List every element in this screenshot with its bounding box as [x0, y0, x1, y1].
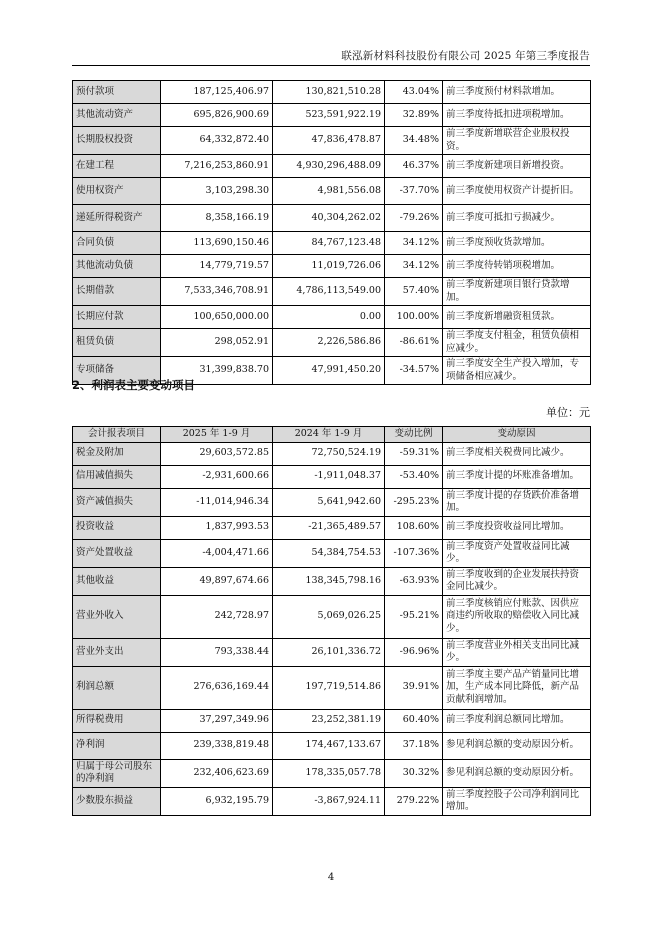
change-reason-cell: 前三季度营业外相关支出同比减少。 [443, 638, 591, 666]
change-ratio-cell: -63.93% [385, 567, 443, 595]
header-item: 会计报表项目 [73, 427, 161, 443]
change-reason-cell: 参见利润总额的变动原因分析。 [443, 732, 591, 759]
change-ratio-cell: 39.91% [385, 666, 443, 709]
change-ratio-cell: -79.26% [385, 205, 443, 232]
table-row [73, 516, 591, 539]
change-reason-cell: 前三季度预收货款增加。 [443, 232, 591, 255]
item-cell: 营业外支出 [73, 638, 161, 666]
change-reason-cell: 前三季度预付材料款增加。 [443, 81, 591, 104]
change-reason-cell: 前三季度新建项目新增投资。 [443, 155, 591, 178]
current-value-cell: 187,125,406.97 [161, 81, 273, 104]
current-value-cell: 232,406,623.69 [161, 759, 273, 787]
header-current-period: 2025 年 1-9 月 [161, 427, 273, 443]
table-row [73, 465, 591, 488]
item-cell: 归属于母公司股东的净利润 [73, 759, 161, 787]
current-value-cell: 64,332,872.40 [161, 127, 273, 155]
item-cell: 投资收益 [73, 516, 161, 539]
current-value-cell: 14,779,719.57 [161, 255, 273, 278]
change-ratio-cell: -86.61% [385, 329, 443, 357]
item-cell: 税金及附加 [73, 442, 161, 465]
item-cell: 少数股东损益 [73, 787, 161, 815]
change-reason-cell: 前三季度投资收益同比增加。 [443, 516, 591, 539]
change-ratio-cell: 108.60% [385, 516, 443, 539]
change-ratio-cell: 34.12% [385, 232, 443, 255]
table-row [73, 255, 591, 278]
item-cell: 资产减值损失 [73, 488, 161, 516]
item-cell: 其他收益 [73, 567, 161, 595]
change-reason-cell: 前三季度计提的坏账准备增加。 [443, 465, 591, 488]
current-value-cell: 695,826,900.69 [161, 104, 273, 127]
table-row [73, 709, 591, 732]
item-cell: 净利润 [73, 732, 161, 759]
current-value-cell: -4,004,471.66 [161, 539, 273, 567]
item-cell: 递延所得税资产 [73, 205, 161, 232]
change-ratio-cell: 46.37% [385, 155, 443, 178]
current-value-cell: 100,650,000.00 [161, 306, 273, 329]
previous-value-cell: 4,981,556.08 [273, 178, 385, 205]
item-cell: 租赁负债 [73, 329, 161, 357]
change-reason-cell: 前三季度相关税费同比减少。 [443, 442, 591, 465]
table-row [73, 205, 591, 232]
previous-value-cell: 4,786,113,549.00 [273, 278, 385, 306]
current-value-cell: -2,931,600.66 [161, 465, 273, 488]
previous-value-cell: 26,101,336.72 [273, 638, 385, 666]
header-change-reason: 变动原因 [443, 427, 591, 443]
table-row [73, 539, 591, 567]
table-row [73, 278, 591, 306]
change-reason-cell: 参见利润总额的变动原因分析。 [443, 759, 591, 787]
change-reason-cell: 前三季度待抵扣进项税增加。 [443, 104, 591, 127]
previous-value-cell: 5,641,942.60 [273, 488, 385, 516]
current-value-cell: 6,932,195.79 [161, 787, 273, 815]
change-ratio-cell: 30.32% [385, 759, 443, 787]
previous-value-cell: 197,719,514.86 [273, 666, 385, 709]
table-row [73, 638, 591, 666]
previous-value-cell: 2,226,586.86 [273, 329, 385, 357]
page-number: 4 [327, 872, 335, 883]
change-ratio-cell: -53.40% [385, 465, 443, 488]
change-ratio-cell: 37.18% [385, 732, 443, 759]
change-reason-cell: 前三季度核销应付账款、因供应商违约所收取的赔偿收入同比减少。 [443, 595, 591, 638]
current-value-cell: 276,636,169.44 [161, 666, 273, 709]
table-row [73, 567, 591, 595]
current-value-cell: 7,533,346,708.91 [161, 278, 273, 306]
change-ratio-cell: -96.96% [385, 638, 443, 666]
current-value-cell: 298,052.91 [161, 329, 273, 357]
item-cell: 利润总额 [73, 666, 161, 709]
change-reason-cell: 前三季度新增联营企业股权投资。 [443, 127, 591, 155]
previous-value-cell: 84,767,123.48 [273, 232, 385, 255]
previous-value-cell: -3,867,924.11 [273, 787, 385, 815]
change-reason-cell: 前三季度计提的存货跌价准备增加。 [443, 488, 591, 516]
item-cell: 长期应付款 [73, 306, 161, 329]
table-row [73, 329, 591, 357]
item-cell: 长期借款 [73, 278, 161, 306]
item-cell: 在建工程 [73, 155, 161, 178]
item-cell: 预付款项 [73, 81, 161, 104]
item-cell: 所得税费用 [73, 709, 161, 732]
change-ratio-cell: 279.22% [385, 787, 443, 815]
previous-value-cell: 130,821,510.28 [273, 81, 385, 104]
unit-label: 单位：元 [546, 406, 590, 419]
change-reason-cell: 前三季度待转销项税增加。 [443, 255, 591, 278]
income-statement-changes-table [72, 426, 591, 816]
table-row [73, 104, 591, 127]
current-value-cell: 29,603,572.85 [161, 442, 273, 465]
previous-value-cell: 23,252,381.19 [273, 709, 385, 732]
change-reason-cell: 前三季度收到的企业发展扶持资金同比减少。 [443, 567, 591, 595]
change-ratio-cell: -95.21% [385, 595, 443, 638]
item-cell: 长期股权投资 [73, 127, 161, 155]
table-row [73, 787, 591, 815]
change-ratio-cell: -34.57% [385, 357, 443, 385]
change-ratio-cell: 100.00% [385, 306, 443, 329]
table-header-row [73, 427, 591, 443]
change-reason-cell: 前三季度安全生产投入增加，专项储备相应减少。 [443, 357, 591, 385]
current-value-cell: 1,837,993.53 [161, 516, 273, 539]
current-value-cell: 31,399,838.70 [161, 357, 273, 385]
previous-value-cell: 47,991,450.20 [273, 357, 385, 385]
table-row [73, 488, 591, 516]
change-ratio-cell: 32.89% [385, 104, 443, 127]
section-title: 2、利润表主要变动项目 [72, 378, 196, 392]
current-value-cell: 7,216,253,860.91 [161, 155, 273, 178]
table-row [73, 759, 591, 787]
current-value-cell: 113,690,150.46 [161, 232, 273, 255]
current-value-cell: -11,014,946.34 [161, 488, 273, 516]
table-row [73, 178, 591, 205]
change-reason-cell: 前三季度控股子公司净利润同比增加。 [443, 787, 591, 815]
current-value-cell: 8,358,166.19 [161, 205, 273, 232]
previous-value-cell: -21,365,489.57 [273, 516, 385, 539]
item-cell: 营业外收入 [73, 595, 161, 638]
previous-value-cell: 0.00 [273, 306, 385, 329]
previous-value-cell: 54,384,754.53 [273, 539, 385, 567]
change-reason-cell: 前三季度可抵扣亏损减少。 [443, 205, 591, 232]
change-ratio-cell: 34.12% [385, 255, 443, 278]
table-row [73, 595, 591, 638]
change-reason-cell: 前三季度主要产品产销量同比增加，生产成本同比降低，新产品贡献利润增加。 [443, 666, 591, 709]
change-ratio-cell: -295.23% [385, 488, 443, 516]
header-previous-period: 2024 年 1-9 月 [273, 427, 385, 443]
item-cell: 其他流动资产 [73, 104, 161, 127]
header-change-ratio: 变动比例 [385, 427, 443, 443]
table-row [73, 155, 591, 178]
change-reason-cell: 前三季度支付租金，租赁负债相应减少。 [443, 329, 591, 357]
previous-value-cell: 72,750,524.19 [273, 442, 385, 465]
item-cell: 合同负债 [73, 232, 161, 255]
table-row [73, 232, 591, 255]
change-reason-cell: 前三季度使用权资产计提折旧。 [443, 178, 591, 205]
current-value-cell: 239,338,819.48 [161, 732, 273, 759]
table-row [73, 442, 591, 465]
previous-value-cell: 138,345,798.16 [273, 567, 385, 595]
previous-value-cell: 5,069,026.25 [273, 595, 385, 638]
table-row [73, 81, 591, 104]
current-value-cell: 37,297,349.96 [161, 709, 273, 732]
header-divider [72, 65, 590, 66]
item-cell: 资产处置收益 [73, 539, 161, 567]
current-value-cell: 242,728.97 [161, 595, 273, 638]
item-cell: 信用减值损失 [73, 465, 161, 488]
previous-value-cell: 47,836,478.87 [273, 127, 385, 155]
previous-value-cell: 523,591,922.19 [273, 104, 385, 127]
current-value-cell: 793,338.44 [161, 638, 273, 666]
current-value-cell: 3,103,298.30 [161, 178, 273, 205]
change-ratio-cell: 34.48% [385, 127, 443, 155]
previous-value-cell: 40,304,262.02 [273, 205, 385, 232]
previous-value-cell: 4,930,296,488.09 [273, 155, 385, 178]
previous-value-cell: 174,467,133.67 [273, 732, 385, 759]
balance-sheet-changes-table [72, 80, 591, 385]
item-cell: 其他流动负债 [73, 255, 161, 278]
table-row [73, 666, 591, 709]
change-ratio-cell: 57.40% [385, 278, 443, 306]
report-header: 联泓新材料科技股份有限公司 2025 年第三季度报告 [341, 50, 590, 62]
previous-value-cell: -1,911,048.37 [273, 465, 385, 488]
change-reason-cell: 前三季度新增融资租赁款。 [443, 306, 591, 329]
previous-value-cell: 11,019,726.06 [273, 255, 385, 278]
change-reason-cell: 前三季度资产处置收益同比减少。 [443, 539, 591, 567]
change-ratio-cell: 60.40% [385, 709, 443, 732]
change-ratio-cell: -37.70% [385, 178, 443, 205]
change-reason-cell: 前三季度利润总额同比增加。 [443, 709, 591, 732]
change-ratio-cell: -59.31% [385, 442, 443, 465]
table-row [73, 306, 591, 329]
change-reason-cell: 前三季度新建项目银行贷款增加。 [443, 278, 591, 306]
table-row [73, 732, 591, 759]
change-ratio-cell: -107.36% [385, 539, 443, 567]
item-cell: 使用权资产 [73, 178, 161, 205]
item-cell: 专项储备 [73, 357, 161, 385]
current-value-cell: 49,897,674.66 [161, 567, 273, 595]
table-row [73, 127, 591, 155]
change-ratio-cell: 43.04% [385, 81, 443, 104]
previous-value-cell: 178,335,057.78 [273, 759, 385, 787]
